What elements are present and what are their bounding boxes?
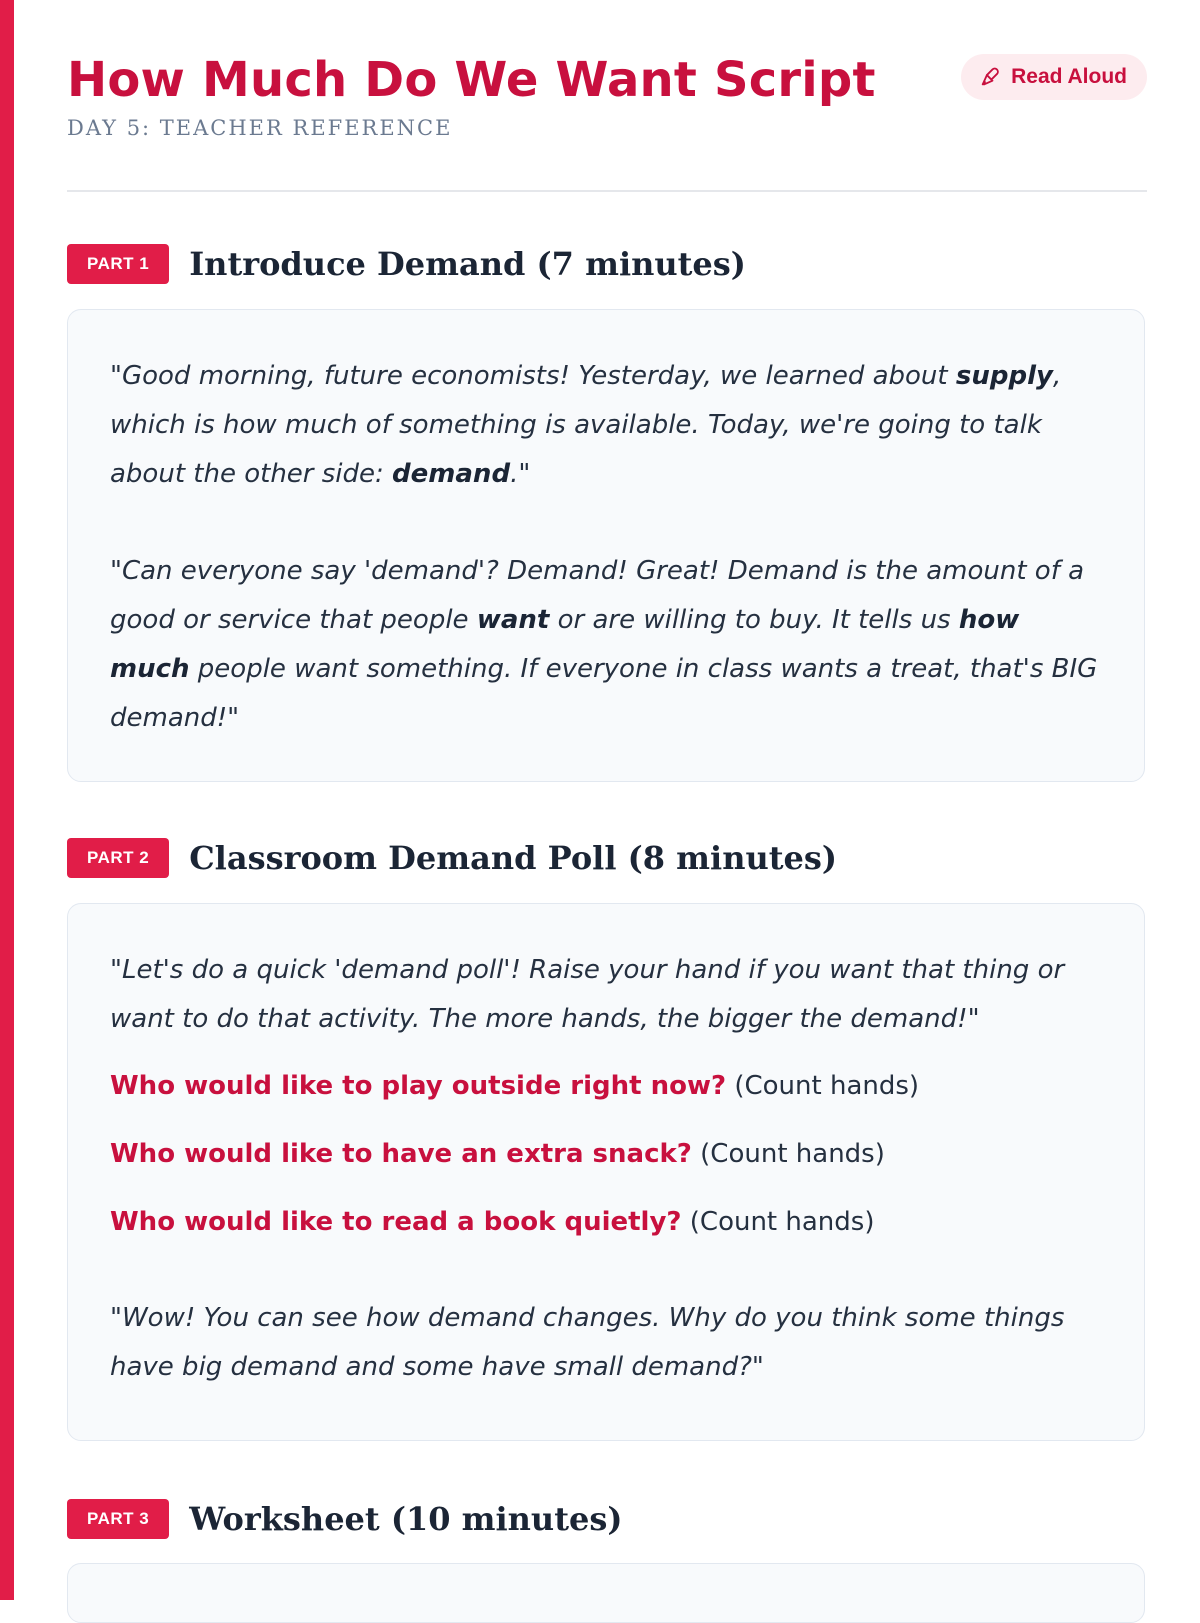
script-paragraph: "Can everyone say 'demand'? Demand! Great! Demand is the amount of a good or service that people want or are willing to buy. It tells us how much people want something. If everyone in class wants a treat, that's BIG demand!" xyxy=(110,556,1098,733)
section-title: Classroom Demand Poll (8 minutes) xyxy=(189,839,838,877)
poll-note: (Count hands) xyxy=(691,1139,885,1169)
page xyxy=(67,0,1147,1538)
read-aloud-button[interactable] xyxy=(961,54,1147,100)
section-header-part-2 xyxy=(67,838,837,878)
section-title: Worksheet (10 minutes) xyxy=(189,1500,623,1538)
page-header xyxy=(67,0,1147,192)
poll-item xyxy=(110,1120,1102,1188)
accent-bar xyxy=(0,0,14,1600)
poll-item xyxy=(110,1188,1102,1256)
page-subtitle: DAY 5: TEACHER REFERENCE xyxy=(67,116,453,140)
poll-question: Who would like to read a book quietly? xyxy=(110,1207,682,1237)
page-title: How Much Do We Want Script xyxy=(67,52,876,108)
part-badge: PART 2 xyxy=(67,838,169,878)
poll-item xyxy=(110,1052,1102,1120)
section-header-part-1 xyxy=(67,244,746,284)
microphone-icon xyxy=(979,66,1001,88)
part-badge: PART 1 xyxy=(67,244,169,284)
script-card-part-2 xyxy=(67,903,1145,1441)
read-aloud-label: Read Aloud xyxy=(1011,65,1127,88)
poll-question: Who would like to have an extra snack? xyxy=(110,1139,692,1169)
script-paragraph: "Good morning, future economists! Yesterday, we learned about supply, which is how much of something is available. Today, we're going to talk about the other side: demand." xyxy=(110,361,1062,489)
script-paragraph: "Let's do a quick 'demand poll'! Raise your hand if you want that thing or want to do that activity. The more hands, the bigger the demand!" xyxy=(110,955,1065,1034)
poll-note: (Count hands) xyxy=(726,1071,920,1101)
script-paragraph: "Wow! You can see how demand changes. Why do you think some things have big demand and some have small demand?" xyxy=(110,1303,1065,1382)
part-badge: PART 3 xyxy=(67,1499,169,1539)
poll-list xyxy=(110,1052,1102,1256)
script-card-part-1 xyxy=(67,309,1145,782)
section-header-part-3 xyxy=(67,1499,622,1539)
poll-question: Who would like to play outside right now? xyxy=(110,1071,727,1101)
poll-note: (Count hands) xyxy=(681,1207,875,1237)
script-card-part-3 xyxy=(67,1563,1145,1623)
section-title: Introduce Demand (7 minutes) xyxy=(189,245,746,283)
